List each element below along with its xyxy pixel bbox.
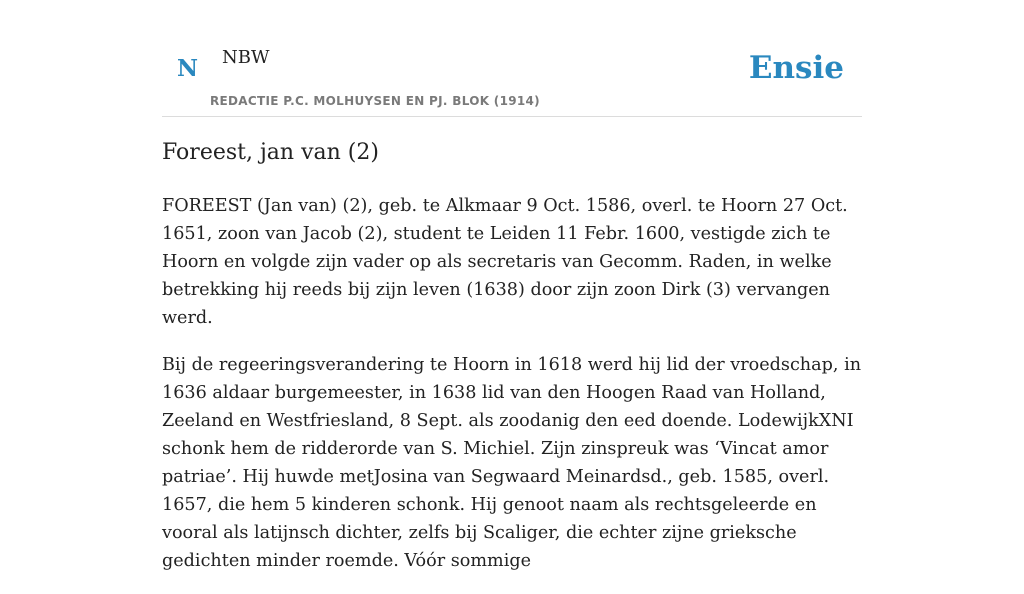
source-editors: REDACTIE P.C. MOLHUYSEN EN PJ. BLOK (1914) [210,94,540,108]
source-name[interactable]: NBW [222,47,270,68]
page-title: Foreest, jan van (2) [162,140,379,165]
article-paragraph: FOREEST (Jan van) (2), geb. te Alkmaar 9 Oct. 1586, overl. te Hoorn 27 Oct. 1651, zoon van Jacob (2), student te Leiden 11 Febr. 1600, vestigde zich te Hoorn en volgde zijn vader op als secretaris van Gecomm. Raden, in welke betrekking hij reeds bij zijn leven (1638) door zijn zoon Dirk (3) vervangen werd. [162,196,848,328]
source-logo[interactable]: N [177,55,199,82]
ensie-logo[interactable]: Ensie [748,50,844,86]
article-body [162,192,862,594]
site-header [162,0,862,117]
article-paragraph: Bij de regeeringsverandering te Hoorn in 1618 werd hij lid der vroedschap, in 1636 aldaar burgemeester, in 1638 lid van den Hoogen Raad van Holland, Zeeland en Westfriesland, 8 Sept. als zoodanig den eed doende. LodewijkXNI schonk hem de ridderorde van S. Michiel. Zijn zinspreuk was ‘Vincat amor patriae’. Hij huwde metJosina van Segwaard Meinardsd., geb. 1585, overl. 1657, die hem 5 kinderen schonk. Hij genoot naam als rechtsgeleerde en vooral als latijnsch dichter, zelfs bij Scaliger, die echter zijne grieksche gedichten minder roemde. Vóór sommige [162,355,862,571]
